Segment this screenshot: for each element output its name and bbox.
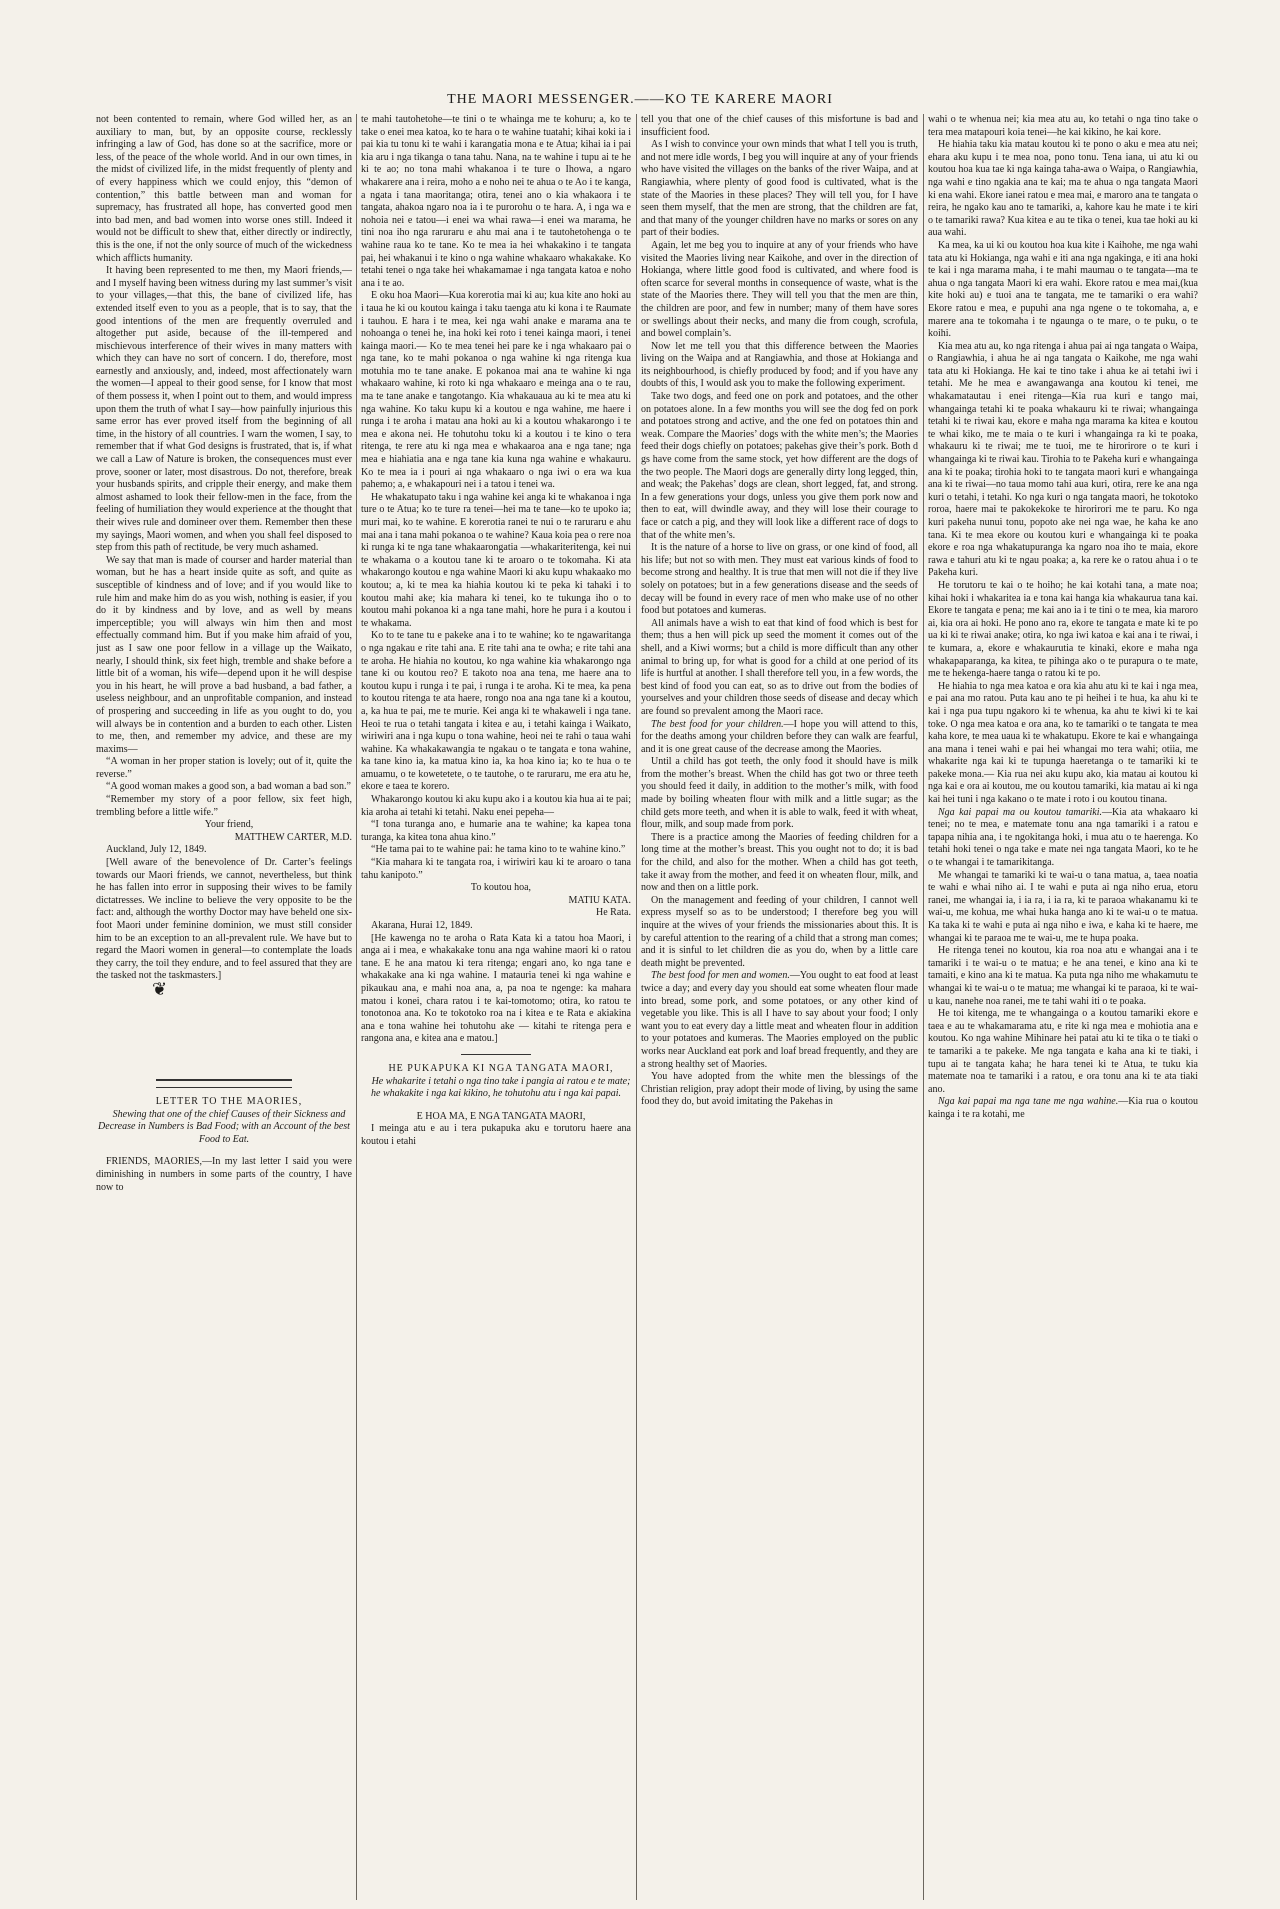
masthead: THE MAORI MESSENGER.——KO TE KARERE MAORI xyxy=(447,92,833,107)
maxim: “Kia mahara ki te tangata roa, i wiriwiri kau ki te aroaro o tana tahu kanipoto.” xyxy=(361,857,631,881)
maxim: “I tona turanga ano, e humarie ana te wahine; ka kapea tona turanga, ka kitea tona ahua kino.” xyxy=(361,819,631,843)
paragraph: He ritenga tenei no koutou, kia roa noa atu e whangai ana i te tamariki i te wai-u o te matua; e he ana tenei, e kino ana ki te tamaiti, e kino ana ki te matua. Ka puta nga niho me whakamutu te whangai ki te wai-u o te matua; me whangai ki te paraoa, ki te wai-u kau, nanehe noa ranei, me te tahi wahi iti o te poaka. xyxy=(928,945,1198,1007)
paragraph-text: —Kia ata whakaaro ki tenei; no te mea, e matemate tonu ana nga tamariki i a ratou e tapapa nihia ana, i te ngokitanga hoki, i mua atu o te haerenga. Ko tetahi hoki tenei o nga take e mate nei nga tangata Maori, ko te he o te whangai i te tamarikitanga. xyxy=(928,806,1198,869)
paragraph: Ko to te tane tu e pakeke ana i to te wahine; ko te ngawaritanga o nga ngakau e rite tahi ana. E rite tahi ana te owha; e rite tahi ana te aroha. He hiahia no koutou, ko nga wahine kia whakarongo nga tane ki ou koutou reo? E takoto noa ana tena, me haere ana to koutou kupu i runga i te pai, i runga i te aroha. Ki te mea, ka pena to koutou ritenga te ata haere, rongo noa ana nga tane ki a koutou, a, ka hua te pai, me te murie. Kei anga ki te whakaweli i nga tane. Heoi te rua o tetahi tangata i kitea e au, i tetahi kainga i Waikato, wiriwiri ana i nga kupu o tona wahine, heoi nei te rahi o taua wahi wahine. Ka whakakawangia te ngakau o te tangata e tona wahine, ka tane kino ia, ka matua kino ia, ka hoa kino ia; ko te hua o te amuamu, o te kowetetete, o te tautohe, o te raruraru, me era atu he, ekore e taea te korero. xyxy=(361,630,631,793)
dateline: Auckland, July 12, 1849. xyxy=(106,844,207,856)
column-rule xyxy=(356,114,357,1900)
paragraph: He toi kitenga, me te whangainga o a koutou tamariki ekore e taea e au te whakamarama atu, e rite ki nga mea e mohiotia ana e koutou. Ko nga wahine Mihinare hei patai atu ki te tika o te tiaki o te tamariki a te pakeke. Me nga tangata e kaha ana ki te tiaki, i tupu ai te tangata kaha; he hara tenei ki te Atua, te tuku kia matemate noa te tamariki i a ratou, e ora tonu ana ki te ata tiaki ano. xyxy=(928,1008,1198,1095)
paragraph: As I wish to convince your own minds that what I tell you is truth, and not mere idle words, I beg you will inquire at any of your friends who have visited the villages on the banks of the river Waipa, and at Rangiawhia, where plenty of good food is cultivated, what is the state of the Maories in these places? They will tell you, for I have seen them myself, that the men are strong, that the children are fat, and that many of the younger children have no marks or sores on any part of their bodies. xyxy=(641,139,918,239)
paragraph: not been contented to remain, where God willed her, as an auxiliary to man, but, by an opposite course, recklessly infringing a law of God, has done so at the sacrifice, more or less, of the peace of the whole world. And in our own times, in the midst of civilized life, in the midst frequently of plenty and of every happiness which we could enjoy, this “demon of contention,” this battle between man and woman for supremacy, has frustrated all hope, has converted good men into bad men, and bad women into worse ones still. Indeed it would not be difficult to shew that, either directly or indirectly, this is the one, if not the only source of much of the wickedness which afflicts humanity. xyxy=(96,114,352,264)
paragraph-text: —You ought to eat food at least twice a day; and every day you should eat some wheaten flour made into bread, some pork, and some potatoes, or any other kind of vegetable you like. This is all I have to say about your food; I only want you to eat every day a little meat and wheaten flour in addition to your potatoes and kumeras. The Maories employed on the public works near Auckland eat pork and loaf bread frequently, and they are a strong healthy set of Maories. xyxy=(641,970,918,1070)
paragraph: Now let me tell you that this difference between the Maories living on the Waipa and at Rangiawhia, and those at Hokianga and its neighbourhood, is chiefly produced by food; and if you have any doubts of this, I would ask you to make the following experiment. xyxy=(641,340,918,390)
paragraph: wahi o te whenua nei; kia mea atu au, ko tetahi o nga tino take o tera mea matapouri koia tenei—he kai kikino, he kai kore. xyxy=(928,114,1198,138)
paragraph: He torutoru te kai o te hoiho; he kai kotahi tana, a mate noa; kihai hoki i whakaritea ia e tona kai hanga kia whakaurua tana kai. Ekore te tangata e pena; me kai ano ia i te tini o te mea, kia maroro ai, kia ora ai hoki. He pono ano ra, ekore te tangata e mate ki te po ua ki ki te riwai anake; otira, ko nga iwi katoa e kai ana i te riwai, i te kumara, a, ekore e whakaurutia te kinaki, ekore e maha nga whakapaparanga, ka kitea, te pihinga ako o te purapura o te mate, me te hekenga-haere tanga o ratou ki te po. xyxy=(928,579,1198,680)
editorial-note: [Well aware of the benevolence of Dr. Carter’s feelings towards our Maori friends, we cannot, nevertheless, but think he has fallen into error in supposing their wives to be family dictatresses. We incline to believe the very opposite to be the fact: and, although the worthy Doctor may have beheld one six-foot Maori under feminine dominion, we must still consider him to be an exception to an all-prevalent rule. We have but to regard the Maori women in general—to contemplate the loads they carry, the toil they endure, and to feel assured that they are the tasked not the taskmasters.] xyxy=(96,857,352,982)
letter-close: To koutou hoa, xyxy=(470,882,532,894)
paragraph: He whakatupato taku i nga wahine kei anga ki te whakanoa i nga ture o te Atua; ko te ture ra tenei—hei ma te tane—ko te upoko ia; muri mai, ko te wahine. E korerotia ranei te nui o te raruraru e ahu mai ana i tana mahi pokanoa o te wahine? Kaua koia pea o rere noa ki runga ki te nga tane whakaarongatia —whakariteritenga, kei nui te whakama o a koutou tane ki te aroaro o te tokomaha. Ki ata whakarongo koutou e nga wahine Maori ki aku kupu whakaako mo koutou; a, ki te mea ka hiahia koutou ki te peka ki tahaki i to koutou mahi ake; kia mahara ki tenei, ko te tukunga iho o to koutou mahi pokanoa ki a nga tane mahi, hore he pura i a koutou i te whakama. xyxy=(361,491,631,629)
dateline: Akarana, Hurai 12, 1849. xyxy=(371,920,473,931)
paragraph: Kia mea atu au, ko nga ritenga i ahua pai ai nga tangata o Waipa, o Rangiawhia, i ahua he ai nga tangata o Kaikohe, me nga wahi tata atu ki Hokianga. He kai te tino take i ahua ke ai tetahi iwi i tetahi. Me he mea e awangawanga ana koutou ki tenei, me whakamatautau i enei ritenga—Kia rua kuri e tango mai, whangainga tetahi ki te poaka whakauru ki te riwai; whangainga tetahi ki te riwai kau, ekore e maha nga marama ka kitea e koutou te whai kiko, me te maia o te kuri i whangainga ra ki te poaka, whakauru ki te riwai; me te tuoi, me te hirorirore o te kuri i whangainga ki te riwai kau. Tirohia to te Pakeha kuri e whangainga ana ki te poaka; tirohia hoki to te tangata maori kuri e whangainga ana ki te riwai—no taua momo tahi aua kuri, otira, rere ke ana nga kuri o tetahi, i tetahi. Ko nga kuri o nga tangata maori, he tokotoko roroa, haere mai te pakokekoke te hirorirori me te paru. Ko nga kuri pakeha nunui tonu, popoto ake nei nga wae, he kaha ke ano tana. Ki te mea ekore ou koutou kuri e whangainga ki te poaka ekore e roa nga whakatupuranga ka ngaro noa iho te maia, ekore rawa e tahuri atu ki te ngau poaka; a, ka rere ke o ratou ahua i o te Pakeha kuri. xyxy=(928,340,1198,579)
column-rule xyxy=(923,114,924,1900)
column-2 xyxy=(361,114,631,1900)
paragraph: It having been represented to me then, my Maori friends,—and I myself having been witness during my last summer’s visit to your villages,—that this, the bane of civilized life, has extended itself even to you as a people, that is to say, that the good intentions of the men are frequently overruled and altogether put aside, because of the ill-tempered and mischievous interference of their wives in many matters with which they can have no sort of concern. I do, therefore, most earnestly and anxiously, and, indeed, most affectionately warn the women—I appeal to their good sense, for I know that most of them possess it, when I point out to them, and would impress upon them the truth of what I say—how painfully injurious this same error has ever proved itself from the beginning of all time, in the history of all countries. I warn the women, I say, to remember that if what God designs is frustrated, that is, if what we call a Law of Nature is broken, the consequences must ever prove, sooner or later, most disastrous. Do not, therefore, break your husbands spirits, and cripple their energy, and make them almost ashamed to look their fellow-men in the face, from the feeling of humiliation they would experience at the thought that their wives rule and domineer over them. Remember then these my sayings, Maori women, and when you shall feel disposed to step from this path of rectitude, be very much ashamed. xyxy=(96,265,352,554)
paragraph: We say that man is made of courser and harder material than woman, but he has a heart inside quite as soft, and quite as susceptible of kindness and of love; and if you would like to rule him and make him do as you wish, nothing is easier, if you do it by kindness and by love, and as well by means imperceptible; you will always win him then and most effectually command him. But if you make him afraid of you, just as I saw one poor fellow in a village up the Waikato, nearly, I should think, six feet high, tremble and shake before a little bit of a woman, his wife—depend upon it he will despise you in his heart, he will prove a bad husband, a bad father, a useless neighbour, and an unprofitable companion, and instead of prospering and succeeding in life as you ought to do, you will always be in contention and a burden to each other. Listen to me, then, and remember my advice, and these are my maxims— xyxy=(96,554,352,755)
signature-title: He Rata. xyxy=(596,907,631,919)
ornament: ❦ xyxy=(152,978,168,999)
column-3 xyxy=(641,114,918,1900)
paragraph: You have adopted from the white men the blessings of the Christian religion, pray adopt their mode of living, by using the same food they do, but avoid imitating the Pakehas in xyxy=(641,1071,918,1108)
paragraph: Take two dogs, and feed one on pork and potatoes, and the other on potatoes alone. In a few months you will see the dog fed on pork and potatoes strong and active, and the one fed on potatoes thin and weak. Compare the Maories’ dogs with the white men’s; the Maories feed their dogs chiefly on potatoes; pakehas give their’s pork. Both d gs have come from the same stock, yet how different are the dogs of the two people. The Maori dogs are generally dirty long legged, thin, and weak; the Pakehas’ dogs are clean, short legged, fat, and strong. In a few generations your dogs, unless you give them pork now and then to eat, will dwindle away, and they will lose their courage to face or catch a pig, and they will look like a different race of dogs to that of the white men’s. xyxy=(641,391,918,541)
salutation: E HOA MA, E NGA TANGATA MAORI, xyxy=(416,1110,586,1122)
section-divider xyxy=(461,1054,531,1055)
maxim: “A woman in her proper station is lovely; out of it, quite the reverse.” xyxy=(96,756,352,780)
editorial-note: [He kawenga no te aroha o Rata Kata ki a tatou hoa Maori, i anga ai i mea, e whakakake tonu ana nga wahine maori ki o ratou tane. E he ana matou ki tera ritenga; engari ano, ko nga tane e whakakake ana ki nga wahine. I matauria tenei ki nga wahine e pikaukau ana, e mahi noa ana, a, pa noa te ngenge: ka mahara matou i konei, chara ratou i te kai-tomotomo; otira, ko ratou te tonotonoa ana. Ko te tokotoko roa na i kitea e te Rata e akiakina ana e tona wahine hei tohutohu ake — kitahi te ritenga pera e rangona ana, e kitea ana e matou.] xyxy=(361,932,631,1045)
paragraph: Again, let me beg you to inquire at any of your friends who have visited the Maories living near Kaikohe, and over in the direction of Hokianga, where little good food is cultivated, and where food is often scarce for several months in consequence of waste, what is the state of the Maories there. They will tell you that the men are thin, the children are poor, and few in number; many of them have sores or swellings about their necks, and many die from cough, scrofula, and bowel complain’s. xyxy=(641,239,918,340)
paragraph: FRIENDS, MAORIES,—In my last letter I said you were diminishing in numbers in some parts of the country, I have now to xyxy=(96,1156,352,1193)
subheading: Nga kai papai ma nga tane me nga wahine. xyxy=(938,1096,1119,1108)
signature: MATIU KATA. xyxy=(568,894,631,906)
signature: MATTHEW CARTER, M.D. xyxy=(234,831,352,843)
column-4 xyxy=(928,114,1198,1900)
subheading: Nga kai papai ma ou koutou tamariki. xyxy=(938,806,1102,818)
subheading: The best food for men and women. xyxy=(651,970,790,982)
paragraph: Me whangai te tamariki ki te wai-u o tana matua, a, taea noatia te wahi e whai niho ai. I te wahi e puta ai nga niho erua, etoru ranei, me whangai ia, i ia ra, i ia ra, ki te paraoa whakanamu ki te wai-u, me kohua, me whai huka hanga ano ki te wai-u o te matua. Ka taka ki te wahi e puta ai nga niho e iwa, e kaha ki te haere, me whangai ki te paraoa me te wai-u, me te hupa poaka. xyxy=(928,869,1198,944)
paragraph xyxy=(928,807,1198,870)
paragraph xyxy=(928,1096,1198,1121)
maxim: “Remember my story of a poor fellow, six feet high, trembling before a little wife.” xyxy=(96,794,352,818)
subheading: The best food for your children. xyxy=(651,718,784,730)
section-divider xyxy=(156,1079,292,1088)
article-title: LETTER TO THE MAORIES, xyxy=(155,1095,303,1107)
article-title: HE PUKAPUKA KI NGA TANGATA MAORI, xyxy=(388,1062,614,1074)
paragraph: I meinga atu e au i tera pukapuka aku e torutoru haere ana koutou i etahi xyxy=(361,1123,631,1147)
paragraph: All animals have a wish to eat that kind of food which is best for them; thus a hen will pick up seed the moment it comes out of the shell, and a Kiwi worms; but a child is more difficult than any other animal to bring up, for what is good for a child at one period of its life is hurtful at another. I shall therefore tell you, in a few words, the best kind of food you can eat, so as to drive out from the bodies of yourselves and your children those seeds of disease and decay which are found so prevalent among the Maori race. xyxy=(641,617,918,717)
paragraph: Ka mea, ka ui ki ou koutou hoa kua kite i Kaihohe, me nga wahi tata atu ki Hokianga, nga wahi e iti ana nga ngakinga, e iti ana hoki te kai i nga marama maha, i te mahi maumau o te tangata—ma te ahua o nga tangata Maori ki era wahi. Ekore ratou e mea mai,(kua kite hoki au) e tuoi ana te tangata, me te tamariki o era wahi? Ekore ratou e mea, e pupuhi ana nga ngene o te tokomaha, a, e marere ana te tokomaha i te ngaunga o te mare, o te puku, o te koihi. xyxy=(928,239,1198,340)
article-subtitle: Shewing that one of the chief Causes of their Sickness and Decrease in Numbers is Bad Food; with an Account of the best Food to Eat. xyxy=(98,1108,350,1145)
paragraph: te mahi tautohetohe—te tini o te whainga me te kohuru; a, ko te take o enei mea katoa, ko te hara o te wahine tuatahi; kihai koki ia i pai kia tu tonu ki te wahi i karangatia mona e te Atua; kihai ia i pai kia aru i nga tikanga o tana tahu. Nana, na te wahine i tupu ai te he ki te ao; no tona mahi whakanoa i te ture o Ihowa, a ngaro whakarere ana i reira, moho a e noho nei te ahua o te Ao i te kanga, a ngata i tana maoritanga; otira, tenei ano o kia whakaora i te tangata, ahakoa ngaro noa ia i te purorohu o te hara. A, i nga wa e nohoia nei e tatou—i enei wa whai rawa—i enei wa marama, he tini noa iho nga raruraru e ahu mai ana i te tautohetohenga o te wahine raua ko te tane. Ko te mea ia hei whakakino i te tangata pai, hei whakanui i te kino o nga wahine whakaaro whakakake. Ko tetahi tenei o nga take hei whakamamae i nga tangata katoa e noho ana i te ao. xyxy=(361,114,631,289)
column-rule xyxy=(636,114,637,1900)
column-1 xyxy=(96,114,352,1900)
paragraph: Whakarongo koutou ki aku kupu ako i a koutou kia hua ai te pai; kia aroha ai tetahi ki tetahi. Naku enei pepeha— xyxy=(361,794,631,818)
maxim: “A good woman makes a good son, a bad woman a bad son.” xyxy=(106,781,351,793)
paragraph: tell you that one of the chief causes of this misfortune is bad and insufficient food. xyxy=(641,114,918,138)
paragraph: There is a practice among the Maories of feeding children for a long time at the mother’s breast. This you ought not to do; it is bad for the child, and also for the mother. When a child has got teeth, take it away from the mother, and feed it on wheaten flour, milk, and now and then on a little pork. xyxy=(641,831,918,894)
article-subtitle: He whakarite i tetahi o nga tino take i pangia ai ratou e te mate; he whakakite i nga kai kikino, he tohutohu atu i nga kai papai. xyxy=(371,1075,631,1100)
paragraph-text: —I hope you will attend to this, for the deaths among your children before they can walk are fearful, and it is one great cause of the decrease among the Maories. xyxy=(641,718,918,755)
maxim: “He tama pai to te wahine pai: he tama kino to te wahine kino.” xyxy=(371,844,626,856)
paragraph: E oku hoa Maori—Kua korerotia mai ki au; kua kite ano hoki au i taua he ki ou koutou kainga i taku taenga atu ki kona i te Raumate i tauhou. E hara i te mea, kei nga wahi anake e marama ana te nohoanga o tenei he, ina hoki kei roto i tenei kainga maori, i tenei kainga maori.— Ko te mea tenei hei pare ke i nga whakaaro pai o nga tane, ko te mahi pokanoa o nga wahine ki nga ritenga kua motuhia mo te tane anake. E pokanoa mai ana te wahine ki nga whakaaro wahine, ki roto ki nga whakaaro e meinga ana o te rau, ma te tane anake e tangotango. Kia whakauaua au ki te mea atu ki nga wahine. Ko taku kupu ki a koutou e nga wahine, me haere i runga i te aroha i matau ana hoki au ki a koutou whakarongo i te mea e akona nei. He tohutohu toku ki a koutou i te kino o tera ritenga, te rere atu ki nga mea e whakaaroa ana e nga tane; nga mea e hiahiatia ana e nga tane kia kuna nga wahine e whakauru. Ko te mea ia i pouri ai nga whakaaro o nga iwi o era wa kua pahemo; a, e whakapouri nei i a tatou i tenei wa. xyxy=(361,290,631,491)
paragraph-text: —Kia rua o koutou kainga i te ra kotahi, me xyxy=(928,1096,1198,1120)
paragraph xyxy=(641,970,918,1071)
letter-close: Your friend, xyxy=(204,819,254,831)
paragraph: Until a child has got teeth, the only food it should have is milk from the mother’s breast. When the child has got two or three teeth you should feed it daily, in addition to the mother’s milk, with food made by boiling wheaten flour with milk and a little sugar; as the child gets more teeth, and when it is able to walk, feed it with wheat, flour, milk, and soup made from pork. xyxy=(641,756,918,831)
paragraph: It is the nature of a horse to live on grass, or one kind of food, all his life; but not so with men. They must eat various kinds of food to become strong and healthy. It is true that men will not die if they live solely on potatoes; but in a few generations disease and the seeds of decay will be found in every race of men who make use of no other food but potatoes and kumeras. xyxy=(641,542,918,617)
paragraph: On the management and feeding of your children, I cannot well express myself so as to be understood; I therefore beg you will inquire at the wives of your friends the missionaries about this. It is by careful attention to the rearing of a child that a strong man comes; and it is sinful to let children die as you do, when by a little care death might be prevented. xyxy=(641,894,918,969)
paragraph xyxy=(641,719,918,757)
paragraph: He hiahia taku kia matau koutou ki te pono o aku e mea atu nei; ehara aku kupu i te mea noa, pono tonu. Tena iana, ui atu ki ou koutou hoa kua tae ki nga kainga taha-awa o Waipa, o Rangiawhia, nga wahi e tino ngakia ana te kai; ma te ahua o nga tangata Maori ki ena wahi. Ekore ianei ratou e mea mai, e maroro ana te tangata o reira, he ngako kau ano te tamariki, a, kahore kau he mate i te kiri o te tamariki rawa? Kua kitea e au te tika o tenei, kua tae hoki au ki aua wahi. xyxy=(928,139,1198,239)
paragraph: He hiahia to nga mea katoa e ora kia ahu atu ki te kai i nga mea, e pai ana mo ratou. Puta kau ano te pi heihei i te hua, ka ahu ki te kai i nga pua tupu ngakoro ki te whenua, ka ahu te kiwi ki te kai toke. O nga mea katoa e ora ana, ko te tamariki o te tangata te mea kaha kore, te mea uaua ki te whakatupu. Ekore te kai e whangainga ana mana i tenei wahi e pai hei whangai mo tera wahi; otiia, me whakarite nga kai ki te tupunga haeretanga o te tamariki ki te pakeke mona.— Kia rua nei aku kupu ako, kia matau ai koutou ki nga kai e ora ai koutou, me ou koutou tamariki, kia matau ai ki nga kai hei tuni i nga kakano o te mate i roto i ou koutou tinana. xyxy=(928,680,1198,806)
